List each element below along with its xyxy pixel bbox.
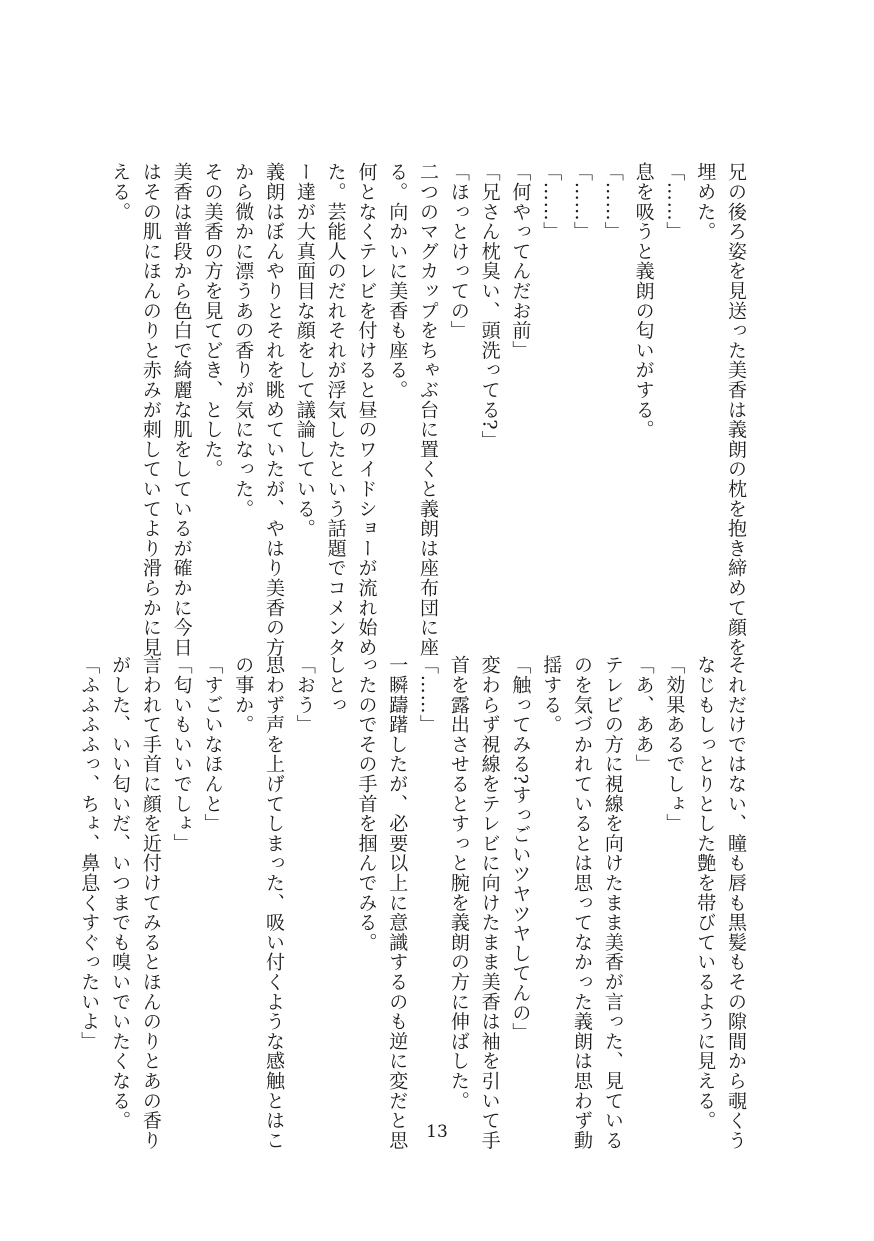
text-line: はその肌にほんのりと赤みが刺していてより滑らかに見: [139, 162, 162, 657]
text-line: 美香は普段から色白で綺麗な肌をしているが確かに今日: [170, 162, 193, 657]
text-line: 何となくテレビを付けると昼のワイドショーが流れ始め: [355, 162, 378, 657]
text-line: 兄の後ろ姿を見送った美香は義朗の枕を抱き締めて顔を: [725, 162, 747, 657]
text-line: 言われて手首に顔を近付けてみるとほんのりとあの香り: [139, 655, 162, 1150]
text-line: 「すごいなほんと」: [201, 655, 224, 834]
text-line: 義朗はぼんやりとそれを眺めていたが、やはり美香の方: [263, 162, 286, 657]
text-line: 「効果あるでしょ」: [663, 655, 686, 834]
text-line: それだけではない、瞳も唇も黒髪もその隙間から覗くう: [725, 655, 747, 1150]
text-line: ー達が大真面目な顔をして議論している。: [293, 162, 316, 539]
text-line: 二つのマグカップをちゃぶ台に置くと義朗は座布団に座: [417, 162, 440, 657]
text-line: 「……」: [540, 162, 563, 242]
text-line: 「……」: [601, 162, 624, 242]
text-line: の事か。: [232, 655, 255, 735]
text-line: 「匂いもいいでしょ」: [170, 655, 193, 853]
text-line: 「……」: [571, 162, 594, 242]
text-line: テレビの方に視線を向けたまま美香が言った、見ている: [601, 655, 624, 1150]
text-line: た。芸能人のだれそれが浮気したという話題でコメンタ: [324, 162, 347, 657]
text-line: のを気づかれているとは思ってなかった義朗は思わず動: [571, 655, 594, 1150]
page-number: 13: [426, 1122, 448, 1142]
text-line: 首を露出させるとすっと腕を義朗の方に伸ばした。: [447, 655, 470, 1111]
text-line: 「ふふふふっ、ちょ、鼻息くすぐったいよ」: [78, 655, 101, 1051]
text-line: 息を吸うと義朗の匂いがする。: [632, 162, 655, 440]
text-block-upper: [104, 162, 751, 657]
text-line: 「……」: [663, 162, 686, 242]
text-line: 揺する。: [540, 655, 563, 735]
text-line: 「おう」: [293, 655, 316, 735]
text-line: 「何やってんだお前」: [509, 162, 532, 360]
text-line: る。向かいに美香も座る。: [386, 162, 409, 400]
text-line: 「ほっとけっての」: [447, 162, 470, 341]
text-line: 変わらず視線をテレビに向けたまま美香は袖を引いて手: [478, 655, 501, 1150]
text-line: がした、いい匂いだ、いつまでも嗅いでいたくなる。: [109, 655, 132, 1131]
text-line: しとっ: [324, 655, 347, 715]
text-line: 思わず声を上げてしまった、吸い付くような感触とはこ: [263, 655, 286, 1150]
text-line: ったのでその手首を掴んでみる。: [355, 655, 378, 952]
text-line: から微かに漂うあの香りが気になった。: [232, 162, 255, 519]
text-line: 埋めた。: [694, 162, 717, 242]
text-line: える。: [109, 162, 132, 222]
text-line: 一瞬躊躇したが、必要以上に意識するのも逆に変だと思: [386, 655, 409, 1150]
text-line: 「兄さん枕臭い、頭洗ってる?」: [478, 162, 501, 451]
text-line: 「あ、ああ」: [632, 655, 655, 774]
text-line: 「……」: [417, 655, 440, 735]
text-line: なじもしっとりとした艶を帯びているように見える。: [694, 655, 717, 1131]
text-line: 「触ってみる?すっごいツヤツヤしてんの」: [509, 655, 532, 1043]
text-line: その美香の方を見てどき、とした。: [201, 162, 224, 479]
